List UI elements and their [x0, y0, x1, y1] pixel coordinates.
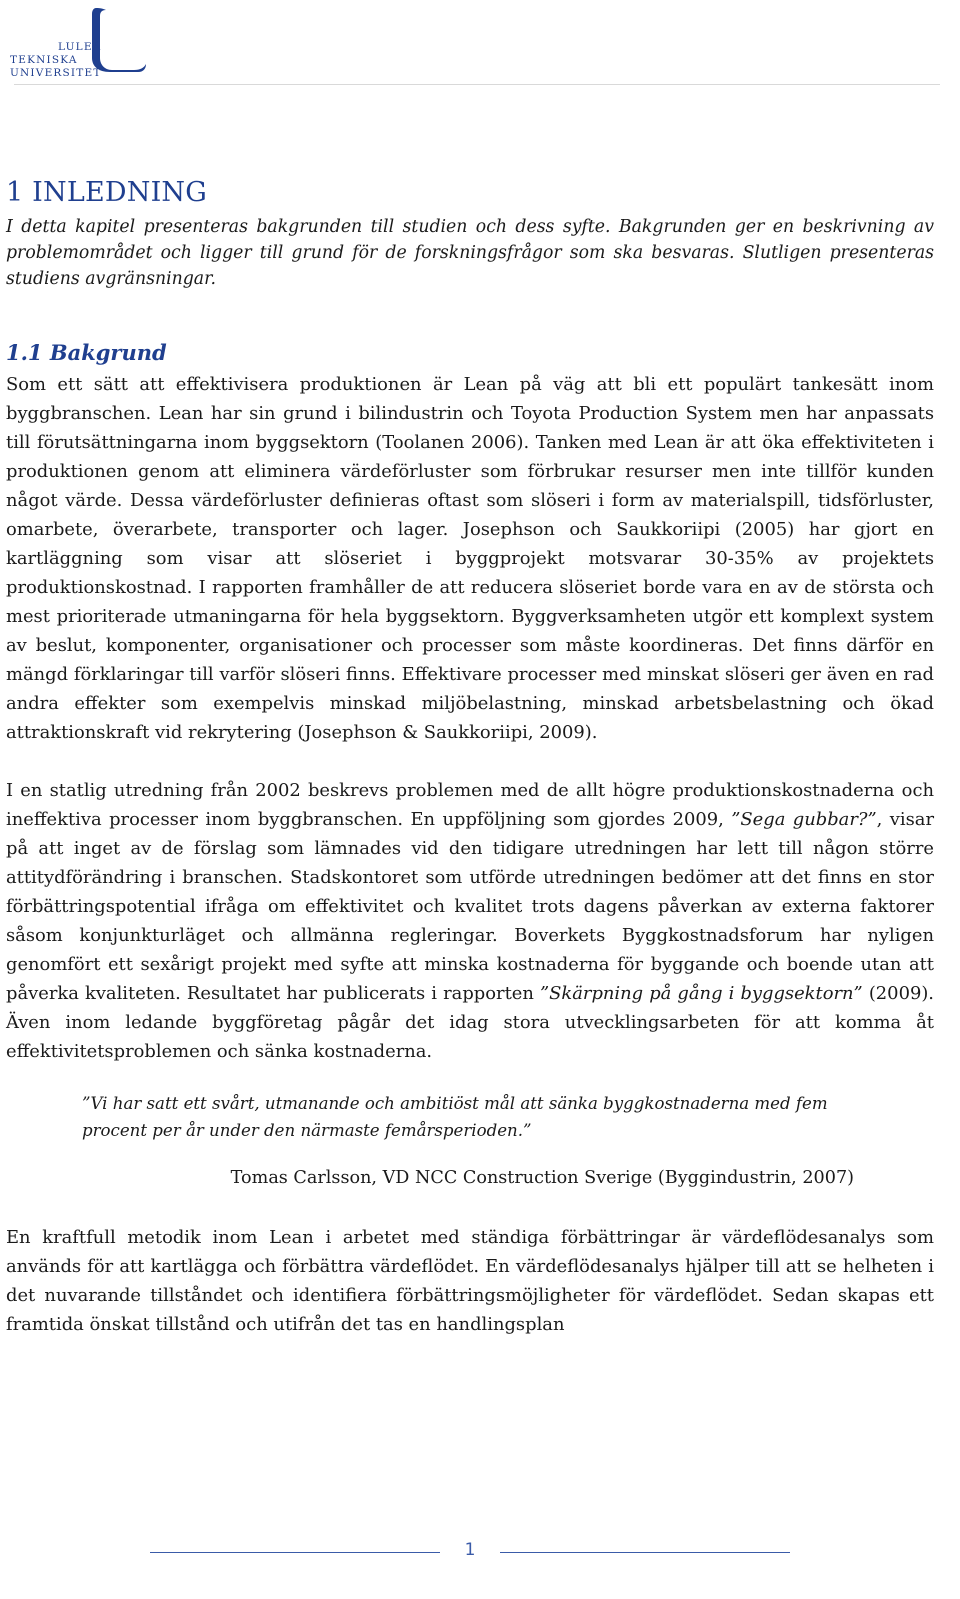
chapter-intro: I detta kapitel presenteras bakgrunden till studien och dess syfte. Bakgrunden ger en beskrivning av problemområdet och ligger till grund för de forskningsfrågor som ska besvaras. Slutligen presenteras studiens avgränsningar.	[6, 217, 934, 289]
footer-rule-right	[500, 1552, 790, 1553]
paragraph-2-text-a: I en statlig utredning från 2002 beskrevs problemen med de allt högre produktionskostnaderna och ineffektiva processer inom byggbranschen. En uppföljning som gjordes 2009,	[6, 780, 934, 830]
page-content	[6, 172, 934, 1339]
page-footer	[0, 1538, 960, 1568]
block-quote: ”Vi har satt ett svårt, utmanande och ambitiöst mål att sänka byggkostnaderna med fem procent per år under den närmaste femårsperioden.”	[82, 1094, 828, 1140]
logo-line-2: TEKNISKA	[10, 54, 78, 66]
header-rule	[14, 84, 940, 85]
background-paragraph-1: Som ett sätt att effektivisera produktionen är Lean på väg att bli ett populärt tankesätt inom byggbranschen. Lean har sin grund i bilindustrin och Toyota Production System men har anpassats till förutsättningarna inom byggsektorn (Toolanen 2006). Tanken med Lean är att öka effektiviteten i produktionen genom att eliminera värdeförluster som förbrukar resurser men inte tillför kunden något värde. Dessa värdeförluster definieras oftast som slöseri i form av materialspill, tidsförluster, omarbete, överarbete, transporter och lager. Josephson och Saukkoriipi (2005) har gjort en kartläggning som visar att slöseriet i byggprojekt motsvarar 30-35% av projektets produktionskostnad. I rapporten framhåller de att reducera slöseriet borde vara en av de största och mest prioriterade utmaningarna för hela byggsektorn. Byggverksamheten utgör ett komplext system av beslut, komponenter, organisationer och processer som måste koordineras. Det finns därför en mängd förklaringar till varför slöseri finns. Effektivare processer med minskat slöseri ger även en rad andra effekter som exempelvis minskad miljöbelastning, minskad arbetsbelastning och ökad attraktionskraft vid rekrytering (Josephson & Saukkoriipi, 2009).	[6, 374, 934, 743]
quote-source: Tomas Carlsson, VD NCC Construction Sverige (Byggindustrin, 2007)	[230, 1168, 854, 1188]
university-logo-mark	[10, 6, 150, 80]
paragraph-2-text-b: , visar på att inget av de förslag som lämnades vid den tidigare utredningen har lett till någon större attitydförändring i branschen. Stadskontoret som utförde utredningen bedömer att det finns en stor förbättringspotential ifråga om effektivitet och kvalitet trots dagens påverkan av externa faktorer såsom konjunkturläget och allmänna regleringar. Boverkets Byggkostnadsforum har nyligen genomfört ett sexårigt projekt med syfte att minska kostnaderna för byggande och boende utan att påverka kvaliteten. Resultatet har publicerats i rapporten	[6, 809, 934, 1004]
background-paragraph-3: En kraftfull metodik inom Lean i arbetet med ständiga förbättringar är värdeflödesanalys som används för att kartlägga och förbättra värdeflödet. En värdeflödesanalys hjälper till att se helheten i det nuvarande tillståndet och identifiera förbättringsmöjligheter för värdeflödet. Sedan skapas ett framtida önskat tillstånd och utifrån det tas en handlingsplan	[6, 1227, 934, 1335]
chapter-heading: 1 INLEDNING	[6, 177, 208, 208]
university-logo	[10, 6, 150, 80]
footer-rule-left	[150, 1552, 440, 1553]
report-title-skarpning: ”Skärpning på gång i byggsektorn”	[539, 983, 863, 1004]
logo-line-1: LULEÅ	[58, 41, 102, 53]
page-number: 1	[464, 1540, 476, 1560]
logo-letter-l	[92, 8, 146, 72]
section-heading: 1.1 Bakgrund	[6, 340, 167, 365]
background-paragraph-2	[6, 776, 934, 1066]
paragraph-2-text-c: (2009). Även inom ledande byggföretag pågår det idag stora utvecklingsarbeten för att komma åt effektivitetsproblemen och sänka kostnaderna.	[6, 983, 934, 1062]
logo-line-3: UNIVERSITET	[10, 67, 102, 79]
report-title-sega-gubbar: ”Sega gubbar?”	[731, 809, 877, 830]
